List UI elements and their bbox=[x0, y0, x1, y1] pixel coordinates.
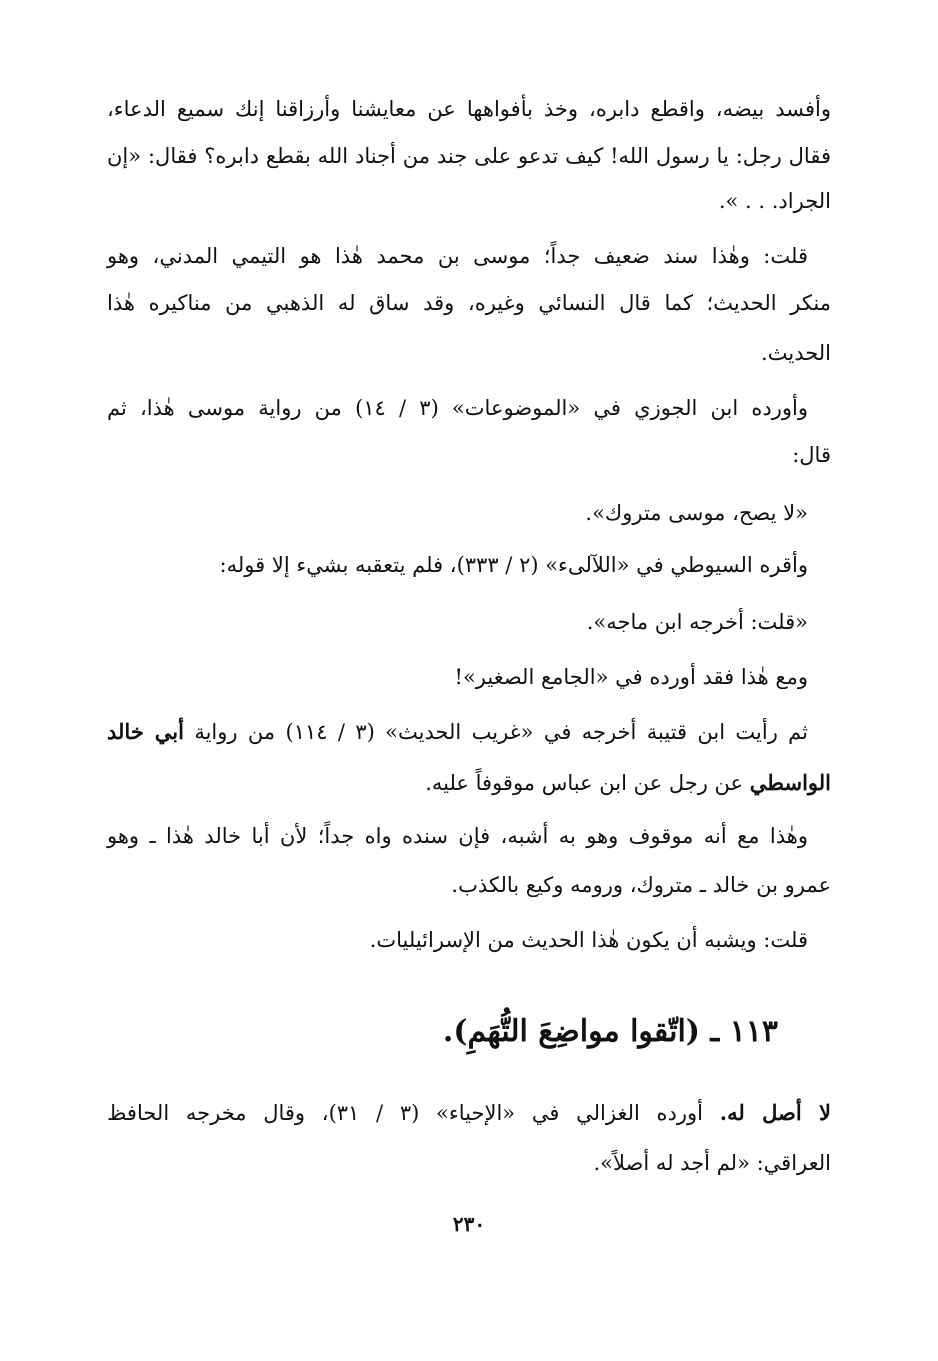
text-segment: عن رجل عن ابن عباس موقوفاً عليه. bbox=[425, 771, 744, 795]
text-line: فقال رجل: يا رسول الله! كيف تدعو على جند من أجناد الله بقطع دابره؟ فقال: «إن bbox=[107, 144, 831, 168]
page-number: ٢٣٠ bbox=[452, 1212, 486, 1236]
text-line: «قلت: أخرجه ابن ماجه». bbox=[586, 610, 808, 634]
hadith-heading: ١١٣ ـ (اتّقوا مواضِعَ التُّهَمِ). bbox=[442, 1014, 778, 1049]
text-line: وأورده ابن الجوزي في «الموضوعات» (٣ / ١٤) من رواية موسى هٰذا، ثم bbox=[107, 396, 808, 420]
text-line: قلت: وهٰذا سند ضعيف جداً؛ موسى بن محمد هٰذا هو التيمي المدني، وهو bbox=[107, 244, 808, 268]
text-line: قال: bbox=[792, 443, 831, 467]
text-line: الجراد. . . ». bbox=[718, 189, 831, 213]
text-line: وهٰذا مع أنه موقوف وهو به أشبه، فإن سنده واه جداً؛ لأن أبا خالد هٰذا ـ وهو bbox=[107, 824, 808, 848]
text-segment: ثم رأيت ابن قتيبة أخرجه في «غريب الحديث» (٣ / ١١٤) من رواية bbox=[194, 720, 809, 744]
bold-name: الواسطي bbox=[749, 770, 831, 795]
text-line: الحديث. bbox=[761, 341, 831, 365]
text-line: وأفسد بيضه، واقطع دابره، وخذ بأفواهها عن معايشنا وأرزاقنا إنك سميع الدعاء، bbox=[107, 97, 831, 121]
text-line: «لا يصح، موسى متروك». bbox=[585, 501, 808, 525]
text-line: وأقره السيوطي في «اللآلىء» (٢ / ٣٣٣)، فلم يتعقبه بشيء إلا قوله: bbox=[219, 553, 808, 577]
text-line bbox=[425, 768, 831, 798]
bold-phrase: لا أصل له. bbox=[719, 1100, 831, 1125]
text-segment: أورده الغزالي في «الإحياء» (٣ / ٣١)، وقال مخرجه الحافظ bbox=[107, 1101, 704, 1125]
text-line bbox=[107, 717, 808, 747]
bold-name: أبي خالد bbox=[107, 719, 184, 744]
text-line: العراقي: «لم أجد له أصلاً». bbox=[593, 1151, 831, 1175]
text-line: قلت: ويشبه أن يكون هٰذا الحديث من الإسرائيليات. bbox=[369, 928, 808, 952]
text-line: عمرو بن خالد ـ متروك، ورومه وكيع بالكذب. bbox=[451, 873, 831, 897]
text-line bbox=[107, 1098, 831, 1128]
text-line: منكر الحديث؛ كما قال النسائي وغيره، وقد ساق له الذهبي من مناكيره هٰذا bbox=[107, 291, 831, 315]
text-line: ومع هٰذا فقد أورده في «الجامع الصغير»! bbox=[454, 665, 808, 689]
